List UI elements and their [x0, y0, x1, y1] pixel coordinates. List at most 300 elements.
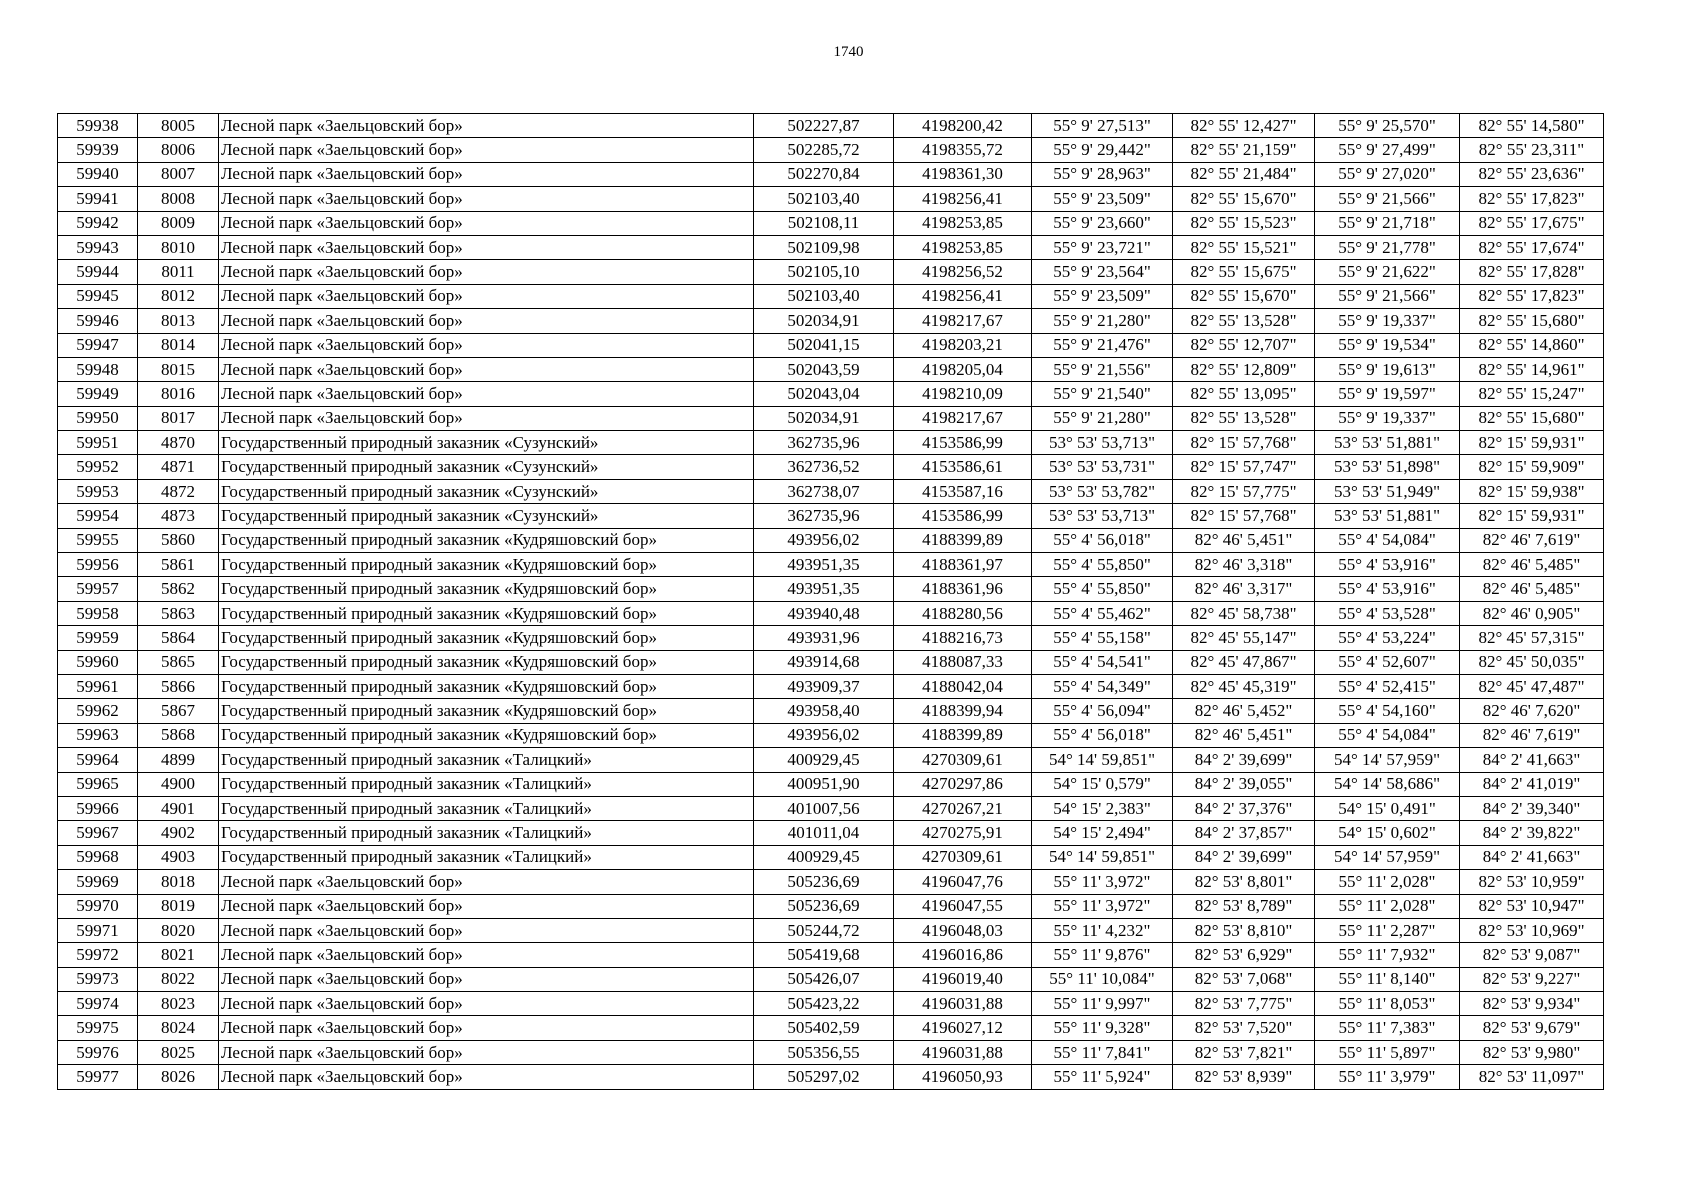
coord-x-cell: 493951,35	[754, 577, 894, 601]
longitude-1-cell: 84° 2' 39,699"	[1173, 845, 1315, 869]
row-number-cell: 59954	[58, 504, 138, 528]
row-number-cell: 59962	[58, 699, 138, 723]
latitude-1-cell: 55° 4' 55,158"	[1032, 626, 1173, 650]
longitude-1-cell: 82° 46' 5,451"	[1173, 723, 1315, 747]
coord-x-cell: 505297,02	[754, 1065, 894, 1089]
longitude-2-cell: 82° 46' 5,485"	[1460, 553, 1604, 577]
latitude-1-cell: 54° 14' 59,851"	[1032, 748, 1173, 772]
coord-y-cell: 4196047,55	[894, 894, 1032, 918]
latitude-2-cell: 55° 9' 19,337"	[1315, 309, 1460, 333]
latitude-2-cell: 55° 9' 21,778"	[1315, 235, 1460, 259]
point-id-cell: 8007	[138, 162, 219, 186]
latitude-2-cell: 55° 11' 8,140"	[1315, 967, 1460, 991]
longitude-2-cell: 82° 55' 15,680"	[1460, 406, 1604, 430]
point-id-cell: 8025	[138, 1040, 219, 1064]
point-id-cell: 8017	[138, 406, 219, 430]
longitude-1-cell: 82° 53' 7,775"	[1173, 992, 1315, 1016]
longitude-2-cell: 82° 46' 7,619"	[1460, 723, 1604, 747]
latitude-1-cell: 55° 9' 21,556"	[1032, 357, 1173, 381]
latitude-1-cell: 55° 4' 54,349"	[1032, 674, 1173, 698]
row-number-cell: 59961	[58, 674, 138, 698]
coord-x-cell: 502103,40	[754, 187, 894, 211]
latitude-2-cell: 54° 14' 57,959"	[1315, 748, 1460, 772]
coord-y-cell: 4196048,03	[894, 918, 1032, 942]
object-name-cell: Государственный природный заказник «Кудряшовский бор»	[219, 601, 754, 625]
coord-y-cell: 4153586,99	[894, 504, 1032, 528]
longitude-2-cell: 82° 53' 10,969"	[1460, 918, 1604, 942]
point-id-cell: 8023	[138, 992, 219, 1016]
coord-x-cell: 505402,59	[754, 1016, 894, 1040]
row-number-cell: 59944	[58, 260, 138, 284]
longitude-2-cell: 82° 55' 17,674"	[1460, 235, 1604, 259]
object-name-cell: Лесной парк «Заельцовский бор»	[219, 114, 754, 138]
object-name-cell: Лесной парк «Заельцовский бор»	[219, 333, 754, 357]
coord-y-cell: 4188399,94	[894, 699, 1032, 723]
coord-x-cell: 502270,84	[754, 162, 894, 186]
table-row	[58, 309, 1604, 333]
object-name-cell: Государственный природный заказник «Кудряшовский бор»	[219, 723, 754, 747]
table-row	[58, 870, 1604, 894]
object-name-cell: Государственный природный заказник «Талицкий»	[219, 845, 754, 869]
object-name-cell: Государственный природный заказник «Кудряшовский бор»	[219, 528, 754, 552]
longitude-2-cell: 84° 2' 41,663"	[1460, 748, 1604, 772]
coord-y-cell: 4198361,30	[894, 162, 1032, 186]
object-name-cell: Лесной парк «Заельцовский бор»	[219, 187, 754, 211]
table-row	[58, 967, 1604, 991]
longitude-1-cell: 84° 2' 37,857"	[1173, 821, 1315, 845]
longitude-2-cell: 82° 53' 9,087"	[1460, 943, 1604, 967]
latitude-2-cell: 55° 9' 21,566"	[1315, 187, 1460, 211]
object-name-cell: Лесной парк «Заельцовский бор»	[219, 162, 754, 186]
coord-y-cell: 4198200,42	[894, 114, 1032, 138]
coord-y-cell: 4196031,88	[894, 992, 1032, 1016]
coord-y-cell: 4196019,40	[894, 967, 1032, 991]
coord-x-cell: 505244,72	[754, 918, 894, 942]
latitude-2-cell: 55° 11' 5,897"	[1315, 1040, 1460, 1064]
longitude-2-cell: 82° 15' 59,909"	[1460, 455, 1604, 479]
coord-y-cell: 4188280,56	[894, 601, 1032, 625]
latitude-1-cell: 55° 11' 9,997"	[1032, 992, 1173, 1016]
row-number-cell: 59973	[58, 967, 138, 991]
latitude-2-cell: 55° 11' 7,932"	[1315, 943, 1460, 967]
latitude-1-cell: 55° 4' 55,462"	[1032, 601, 1173, 625]
row-number-cell: 59956	[58, 553, 138, 577]
longitude-1-cell: 82° 55' 15,670"	[1173, 187, 1315, 211]
longitude-2-cell: 82° 55' 23,311"	[1460, 138, 1604, 162]
coord-y-cell: 4198205,04	[894, 357, 1032, 381]
longitude-2-cell: 82° 53' 11,097"	[1460, 1065, 1604, 1089]
object-name-cell: Лесной парк «Заельцовский бор»	[219, 138, 754, 162]
object-name-cell: Государственный природный заказник «Кудряшовский бор»	[219, 674, 754, 698]
row-number-cell: 59945	[58, 284, 138, 308]
latitude-1-cell: 53° 53' 53,713"	[1032, 431, 1173, 455]
object-name-cell: Лесной парк «Заельцовский бор»	[219, 260, 754, 284]
coord-x-cell: 493931,96	[754, 626, 894, 650]
coord-y-cell: 4198210,09	[894, 382, 1032, 406]
row-number-cell: 59951	[58, 431, 138, 455]
row-number-cell: 59960	[58, 650, 138, 674]
latitude-2-cell: 55° 9' 19,597"	[1315, 382, 1460, 406]
row-number-cell: 59939	[58, 138, 138, 162]
point-id-cell: 4902	[138, 821, 219, 845]
table-row	[58, 138, 1604, 162]
object-name-cell: Государственный природный заказник «Сузунский»	[219, 431, 754, 455]
latitude-1-cell: 55° 9' 21,280"	[1032, 406, 1173, 430]
latitude-2-cell: 55° 9' 21,622"	[1315, 260, 1460, 284]
coord-x-cell: 400951,90	[754, 772, 894, 796]
table-row	[58, 553, 1604, 577]
coord-y-cell: 4188216,73	[894, 626, 1032, 650]
longitude-1-cell: 82° 45' 47,867"	[1173, 650, 1315, 674]
longitude-1-cell: 82° 15' 57,768"	[1173, 431, 1315, 455]
coord-y-cell: 4188361,97	[894, 553, 1032, 577]
longitude-1-cell: 82° 53' 8,801"	[1173, 870, 1315, 894]
table-row	[58, 918, 1604, 942]
coord-x-cell: 493958,40	[754, 699, 894, 723]
point-id-cell: 8005	[138, 114, 219, 138]
row-number-cell: 59943	[58, 235, 138, 259]
point-id-cell: 5866	[138, 674, 219, 698]
coord-x-cell: 502034,91	[754, 309, 894, 333]
longitude-1-cell: 82° 53' 8,789"	[1173, 894, 1315, 918]
coord-x-cell: 493956,02	[754, 723, 894, 747]
coord-x-cell: 502285,72	[754, 138, 894, 162]
longitude-2-cell: 84° 2' 39,340"	[1460, 796, 1604, 820]
longitude-2-cell: 84° 2' 41,663"	[1460, 845, 1604, 869]
object-name-cell: Лесной парк «Заельцовский бор»	[219, 406, 754, 430]
coord-x-cell: 502227,87	[754, 114, 894, 138]
table-row	[58, 894, 1604, 918]
longitude-1-cell: 82° 15' 57,775"	[1173, 479, 1315, 503]
coord-x-cell: 502043,04	[754, 382, 894, 406]
longitude-2-cell: 82° 55' 17,828"	[1460, 260, 1604, 284]
object-name-cell: Лесной парк «Заельцовский бор»	[219, 309, 754, 333]
longitude-2-cell: 82° 15' 59,938"	[1460, 479, 1604, 503]
table-row	[58, 528, 1604, 552]
longitude-1-cell: 82° 53' 7,068"	[1173, 967, 1315, 991]
table-row	[58, 1065, 1604, 1089]
longitude-1-cell: 82° 53' 8,810"	[1173, 918, 1315, 942]
object-name-cell: Государственный природный заказник «Кудряшовский бор»	[219, 626, 754, 650]
longitude-2-cell: 82° 45' 50,035"	[1460, 650, 1604, 674]
point-id-cell: 8006	[138, 138, 219, 162]
longitude-2-cell: 82° 53' 9,679"	[1460, 1016, 1604, 1040]
table-row	[58, 211, 1604, 235]
longitude-2-cell: 82° 46' 7,619"	[1460, 528, 1604, 552]
row-number-cell: 59968	[58, 845, 138, 869]
latitude-1-cell: 54° 15' 0,579"	[1032, 772, 1173, 796]
latitude-1-cell: 55° 11' 5,924"	[1032, 1065, 1173, 1089]
longitude-1-cell: 82° 55' 13,528"	[1173, 309, 1315, 333]
point-id-cell: 8021	[138, 943, 219, 967]
longitude-2-cell: 82° 55' 14,860"	[1460, 333, 1604, 357]
longitude-1-cell: 82° 55' 21,484"	[1173, 162, 1315, 186]
object-name-cell: Государственный природный заказник «Талицкий»	[219, 821, 754, 845]
latitude-2-cell: 53° 53' 51,881"	[1315, 504, 1460, 528]
longitude-2-cell: 84° 2' 41,019"	[1460, 772, 1604, 796]
table-row	[58, 162, 1604, 186]
coord-x-cell: 401007,56	[754, 796, 894, 820]
coord-x-cell: 400929,45	[754, 748, 894, 772]
latitude-1-cell: 55° 9' 21,540"	[1032, 382, 1173, 406]
row-number-cell: 59948	[58, 357, 138, 381]
table-row	[58, 992, 1604, 1016]
row-number-cell: 59942	[58, 211, 138, 235]
row-number-cell: 59955	[58, 528, 138, 552]
point-id-cell: 4873	[138, 504, 219, 528]
object-name-cell: Лесной парк «Заельцовский бор»	[219, 1016, 754, 1040]
longitude-1-cell: 82° 46' 5,451"	[1173, 528, 1315, 552]
latitude-2-cell: 55° 4' 53,916"	[1315, 577, 1460, 601]
coord-x-cell: 505236,69	[754, 894, 894, 918]
table-row	[58, 723, 1604, 747]
row-number-cell: 59952	[58, 455, 138, 479]
table-row	[58, 699, 1604, 723]
latitude-2-cell: 55° 9' 19,534"	[1315, 333, 1460, 357]
coord-x-cell: 493909,37	[754, 674, 894, 698]
coord-y-cell: 4196047,76	[894, 870, 1032, 894]
object-name-cell: Государственный природный заказник «Сузунский»	[219, 504, 754, 528]
longitude-2-cell: 82° 55' 15,247"	[1460, 382, 1604, 406]
longitude-1-cell: 82° 53' 7,520"	[1173, 1016, 1315, 1040]
coord-y-cell: 4188361,96	[894, 577, 1032, 601]
table-row	[58, 1040, 1604, 1064]
latitude-1-cell: 55° 11' 4,232"	[1032, 918, 1173, 942]
table-row	[58, 674, 1604, 698]
longitude-1-cell: 82° 46' 5,452"	[1173, 699, 1315, 723]
row-number-cell: 59940	[58, 162, 138, 186]
object-name-cell: Лесной парк «Заельцовский бор»	[219, 357, 754, 381]
coord-x-cell: 502043,59	[754, 357, 894, 381]
object-name-cell: Государственный природный заказник «Кудряшовский бор»	[219, 650, 754, 674]
point-id-cell: 4901	[138, 796, 219, 820]
latitude-1-cell: 55° 11' 9,876"	[1032, 943, 1173, 967]
table-row	[58, 845, 1604, 869]
point-id-cell: 8013	[138, 309, 219, 333]
longitude-1-cell: 82° 55' 13,528"	[1173, 406, 1315, 430]
latitude-1-cell: 55° 4' 56,094"	[1032, 699, 1173, 723]
latitude-1-cell: 55° 4' 55,850"	[1032, 553, 1173, 577]
point-id-cell: 8015	[138, 357, 219, 381]
object-name-cell: Лесной парк «Заельцовский бор»	[219, 382, 754, 406]
latitude-2-cell: 55° 11' 2,287"	[1315, 918, 1460, 942]
latitude-1-cell: 55° 4' 56,018"	[1032, 723, 1173, 747]
point-id-cell: 8009	[138, 211, 219, 235]
point-id-cell: 5868	[138, 723, 219, 747]
latitude-1-cell: 55° 9' 27,513"	[1032, 114, 1173, 138]
point-id-cell: 8011	[138, 260, 219, 284]
longitude-2-cell: 82° 55' 17,823"	[1460, 187, 1604, 211]
table-row	[58, 431, 1604, 455]
latitude-1-cell: 55° 11' 3,972"	[1032, 894, 1173, 918]
latitude-2-cell: 55° 9' 27,020"	[1315, 162, 1460, 186]
row-number-cell: 59950	[58, 406, 138, 430]
longitude-1-cell: 84° 2' 39,055"	[1173, 772, 1315, 796]
coord-y-cell: 4196031,88	[894, 1040, 1032, 1064]
longitude-2-cell: 82° 46' 7,620"	[1460, 699, 1604, 723]
latitude-2-cell: 53° 53' 51,881"	[1315, 431, 1460, 455]
row-number-cell: 59959	[58, 626, 138, 650]
latitude-1-cell: 55° 11' 7,841"	[1032, 1040, 1173, 1064]
object-name-cell: Лесной парк «Заельцовский бор»	[219, 870, 754, 894]
object-name-cell: Лесной парк «Заельцовский бор»	[219, 1040, 754, 1064]
latitude-1-cell: 55° 9' 23,509"	[1032, 284, 1173, 308]
row-number-cell: 59975	[58, 1016, 138, 1040]
coord-x-cell: 502041,15	[754, 333, 894, 357]
coord-y-cell: 4198256,41	[894, 284, 1032, 308]
table-row	[58, 943, 1604, 967]
longitude-1-cell: 82° 55' 15,523"	[1173, 211, 1315, 235]
coord-x-cell: 493914,68	[754, 650, 894, 674]
row-number-cell: 59972	[58, 943, 138, 967]
coord-y-cell: 4198256,52	[894, 260, 1032, 284]
latitude-1-cell: 53° 53' 53,713"	[1032, 504, 1173, 528]
object-name-cell: Лесной парк «Заельцовский бор»	[219, 284, 754, 308]
coord-y-cell: 4153586,99	[894, 431, 1032, 455]
coord-y-cell: 4196027,12	[894, 1016, 1032, 1040]
table-row	[58, 455, 1604, 479]
point-id-cell: 4871	[138, 455, 219, 479]
object-name-cell: Лесной парк «Заельцовский бор»	[219, 918, 754, 942]
longitude-2-cell: 82° 53' 9,227"	[1460, 967, 1604, 991]
point-id-cell: 8014	[138, 333, 219, 357]
longitude-1-cell: 82° 53' 8,939"	[1173, 1065, 1315, 1089]
object-name-cell: Лесной парк «Заельцовский бор»	[219, 1065, 754, 1089]
longitude-2-cell: 82° 53' 10,959"	[1460, 870, 1604, 894]
object-name-cell: Государственный природный заказник «Талицкий»	[219, 772, 754, 796]
latitude-1-cell: 55° 9' 28,963"	[1032, 162, 1173, 186]
table-row	[58, 577, 1604, 601]
latitude-2-cell: 54° 15' 0,602"	[1315, 821, 1460, 845]
row-number-cell: 59957	[58, 577, 138, 601]
point-id-cell: 8026	[138, 1065, 219, 1089]
coord-x-cell: 505356,55	[754, 1040, 894, 1064]
coord-x-cell: 502034,91	[754, 406, 894, 430]
table-row	[58, 284, 1604, 308]
point-id-cell: 5863	[138, 601, 219, 625]
longitude-2-cell: 82° 45' 47,487"	[1460, 674, 1604, 698]
point-id-cell: 4872	[138, 479, 219, 503]
object-name-cell: Лесной парк «Заельцовский бор»	[219, 211, 754, 235]
longitude-1-cell: 82° 55' 15,521"	[1173, 235, 1315, 259]
longitude-2-cell: 82° 53' 10,947"	[1460, 894, 1604, 918]
table-row	[58, 650, 1604, 674]
latitude-1-cell: 55° 9' 23,509"	[1032, 187, 1173, 211]
latitude-1-cell: 55° 11' 3,972"	[1032, 870, 1173, 894]
longitude-2-cell: 82° 53' 9,980"	[1460, 1040, 1604, 1064]
coord-x-cell: 493951,35	[754, 553, 894, 577]
object-name-cell: Государственный природный заказник «Сузунский»	[219, 455, 754, 479]
latitude-2-cell: 55° 9' 21,718"	[1315, 211, 1460, 235]
row-number-cell: 59974	[58, 992, 138, 1016]
coord-x-cell: 502109,98	[754, 235, 894, 259]
coord-y-cell: 4270267,21	[894, 796, 1032, 820]
coord-x-cell: 362738,07	[754, 479, 894, 503]
coord-x-cell: 362735,96	[754, 431, 894, 455]
longitude-1-cell: 82° 55' 21,159"	[1173, 138, 1315, 162]
longitude-2-cell: 82° 55' 17,675"	[1460, 211, 1604, 235]
table-row	[58, 333, 1604, 357]
latitude-1-cell: 55° 9' 23,564"	[1032, 260, 1173, 284]
table-row	[58, 601, 1604, 625]
point-id-cell: 8012	[138, 284, 219, 308]
object-name-cell: Лесной парк «Заельцовский бор»	[219, 235, 754, 259]
coord-y-cell: 4270309,61	[894, 748, 1032, 772]
coord-x-cell: 505426,07	[754, 967, 894, 991]
object-name-cell: Государственный природный заказник «Кудряшовский бор»	[219, 699, 754, 723]
row-number-cell: 59965	[58, 772, 138, 796]
object-name-cell: Лесной парк «Заельцовский бор»	[219, 992, 754, 1016]
longitude-2-cell: 82° 15' 59,931"	[1460, 431, 1604, 455]
longitude-2-cell: 82° 55' 17,823"	[1460, 284, 1604, 308]
point-id-cell: 5867	[138, 699, 219, 723]
coord-y-cell: 4153587,16	[894, 479, 1032, 503]
latitude-1-cell: 53° 53' 53,782"	[1032, 479, 1173, 503]
latitude-1-cell: 55° 9' 23,721"	[1032, 235, 1173, 259]
coord-y-cell: 4270297,86	[894, 772, 1032, 796]
latitude-2-cell: 53° 53' 51,949"	[1315, 479, 1460, 503]
latitude-1-cell: 53° 53' 53,731"	[1032, 455, 1173, 479]
latitude-1-cell: 55° 4' 55,850"	[1032, 577, 1173, 601]
row-number-cell: 59947	[58, 333, 138, 357]
longitude-2-cell: 82° 46' 5,485"	[1460, 577, 1604, 601]
point-id-cell: 8022	[138, 967, 219, 991]
longitude-1-cell: 82° 53' 7,821"	[1173, 1040, 1315, 1064]
latitude-2-cell: 55° 11' 2,028"	[1315, 894, 1460, 918]
coord-x-cell: 502105,10	[754, 260, 894, 284]
coord-x-cell: 505423,22	[754, 992, 894, 1016]
latitude-1-cell: 55° 9' 21,476"	[1032, 333, 1173, 357]
coord-x-cell: 505419,68	[754, 943, 894, 967]
coord-y-cell: 4198253,85	[894, 235, 1032, 259]
latitude-2-cell: 55° 11' 8,053"	[1315, 992, 1460, 1016]
point-id-cell: 5864	[138, 626, 219, 650]
point-id-cell: 8019	[138, 894, 219, 918]
row-number-cell: 59958	[58, 601, 138, 625]
coord-y-cell: 4270275,91	[894, 821, 1032, 845]
latitude-2-cell: 55° 11' 7,383"	[1315, 1016, 1460, 1040]
latitude-2-cell: 55° 4' 54,160"	[1315, 699, 1460, 723]
row-number-cell: 59967	[58, 821, 138, 845]
longitude-1-cell: 82° 46' 3,318"	[1173, 553, 1315, 577]
latitude-2-cell: 53° 53' 51,898"	[1315, 455, 1460, 479]
row-number-cell: 59963	[58, 723, 138, 747]
latitude-2-cell: 55° 11' 2,028"	[1315, 870, 1460, 894]
table-row	[58, 626, 1604, 650]
latitude-2-cell: 54° 14' 57,959"	[1315, 845, 1460, 869]
longitude-2-cell: 82° 55' 15,680"	[1460, 309, 1604, 333]
row-number-cell: 59970	[58, 894, 138, 918]
coord-x-cell: 502108,11	[754, 211, 894, 235]
longitude-1-cell: 82° 45' 45,319"	[1173, 674, 1315, 698]
point-id-cell: 4899	[138, 748, 219, 772]
object-name-cell: Государственный природный заказник «Кудряшовский бор»	[219, 553, 754, 577]
point-id-cell: 8016	[138, 382, 219, 406]
object-name-cell: Государственный природный заказник «Талицкий»	[219, 748, 754, 772]
latitude-2-cell: 55° 4' 52,415"	[1315, 674, 1460, 698]
table-body	[58, 114, 1604, 1090]
latitude-2-cell: 55° 4' 53,528"	[1315, 601, 1460, 625]
latitude-2-cell: 55° 11' 3,979"	[1315, 1065, 1460, 1089]
coord-y-cell: 4198203,21	[894, 333, 1032, 357]
point-id-cell: 4903	[138, 845, 219, 869]
longitude-1-cell: 82° 53' 6,929"	[1173, 943, 1315, 967]
latitude-1-cell: 55° 11' 9,328"	[1032, 1016, 1173, 1040]
object-name-cell: Лесной парк «Заельцовский бор»	[219, 967, 754, 991]
row-number-cell: 59949	[58, 382, 138, 406]
point-id-cell: 8008	[138, 187, 219, 211]
coord-x-cell: 362736,52	[754, 455, 894, 479]
